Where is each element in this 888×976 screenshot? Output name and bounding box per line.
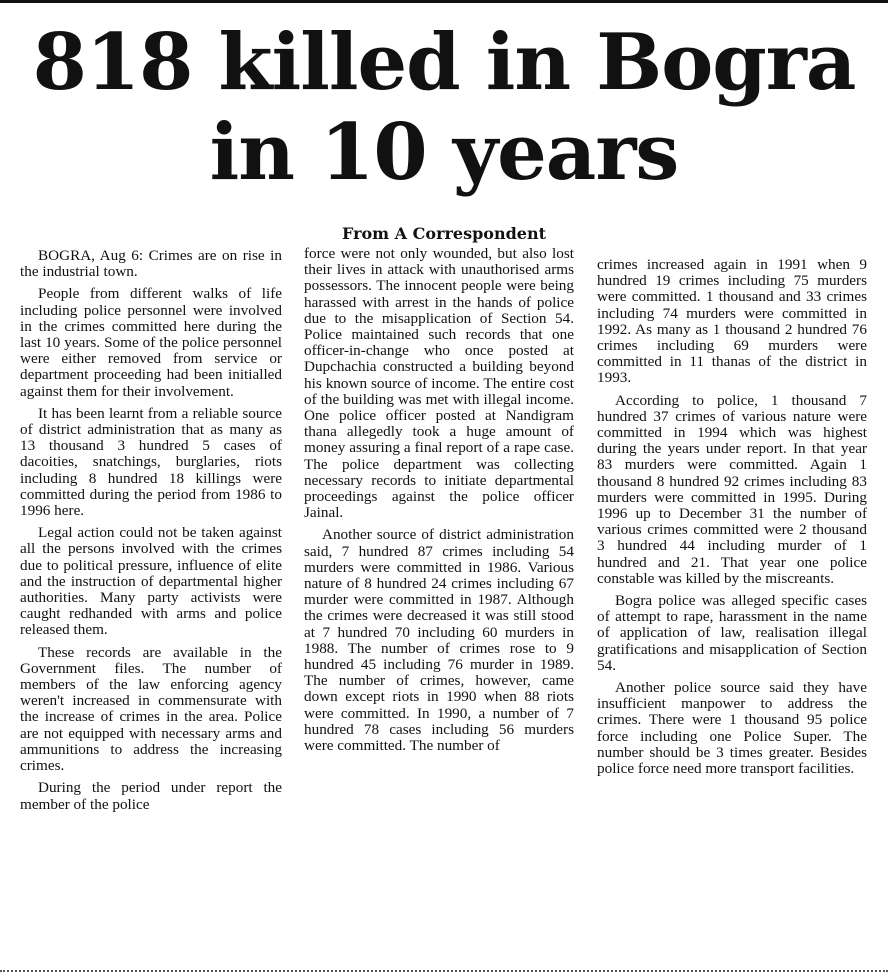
headline-line-2: in 10 years xyxy=(209,107,679,198)
paragraph: According to police, 1 thousand 7 hundred 37 crimes of various nature were committed in 1994 which was highest during the years under report. In that year 83 murders were committed. Again 1 thousand 8 hundred 92 crimes including 83 murders were committed in 1995. During 1996 up to December 31 the number of various crimes committed were 2 thousand 3 hundred 44 including murder of 1 hundred and 21. That year one police constable was killed by the miscreants. xyxy=(597,391,867,587)
paragraph: These records are available in the Government files. The number of members of the law enforcing agency weren't increased in commensurate with the increase of crimes in the area. Police are not equipped with necessary arms and ammunitions to address the increasing crimes. xyxy=(20,643,282,775)
paragraph: BOGRA, Aug 6: Crimes are on rise in the industrial town. xyxy=(20,247,282,281)
paragraph: During the period under report the member of the police xyxy=(20,779,282,813)
column-3 xyxy=(597,257,867,783)
paragraph: Another police source said they have insufficient manpower to address the crimes. There were 1 thousand 95 police force including one Police Super. The number should be 3 times greater. Besides police force need more transport facilities. xyxy=(597,679,867,778)
column-2 xyxy=(304,246,574,760)
paragraph: It has been learnt from a reliable source of district administration that as many as 13 thousand 3 hundred 5 cases of dacoities, snatchings, burglaries, riots including 8 hundred 18 killings were committed during the period from 1986 to 1996 here. xyxy=(20,404,282,520)
paragraph: crimes increased again in 1991 when 9 hundred 19 crimes including 75 murders were committed. 1 thousand and 33 crimes including 74 murders were committed in 1992. As many as 1 thousand 2 hundred 76 crimes including 69 murders were committed in 11 thanas of the district in 1993. xyxy=(597,256,867,387)
paragraph: Legal action could not be taken against all the persons involved with the crimes due to political pressure, influence of elite and the instruction of departmental higher authorities. Many party activists were caught redhanded with arms and police released them. xyxy=(20,524,282,639)
headline xyxy=(0,18,888,198)
paragraph: Another source of district administration said, 7 hundred 87 crimes including 54 murders were committed in 1986. Various nature of 8 hundred 24 crimes including 67 murder were committed in 1987. Although the crimes were decreased it was still stood at 7 hundred 70 including 60 murders in 1988. The number of crimes rose to 9 hundred 45 including 76 murder in 1989. The number of crimes, however, came down except riots in 1990 when 88 riots were committed. In 1990, a number of 7 hundred 78 cases including 56 murders were committed. The number of xyxy=(304,526,574,755)
bottom-rule xyxy=(0,970,888,972)
headline-line-1: 818 killed in Bogra xyxy=(32,17,856,108)
paragraph: Bogra police was alleged specific cases of attempt to rape, harassment in the name of application of law, realisation illegal gratifications and misapplication of Section 54. xyxy=(597,592,867,674)
column-1 xyxy=(20,248,282,819)
top-rule xyxy=(0,0,888,7)
byline: From A Correspondent xyxy=(342,224,546,243)
paragraph: force were not only wounded, but also lost their lives in attack with unauthorised arms possessors. The innocent people were being harassed with arrest in the hands of police due to the misapplication of Section 54. Police maintained such records that one officer-in-change who once posted at Dupchachia constructed a building beyond his known source of income. The entire cost of the building was met with illegal income. One police officer posted at Nandigram thana allegedly took a huge amount of money assuring a final report of a rape case. The police department was collecting necessary records to initiate departmental proceedings against the police officer Jainal. xyxy=(304,245,574,522)
paragraph: People from different walks of life including police personnel were involved in the crimes committed here during the last 10 years. Some of the police personnel were either removed from service or department proceeding had been initialled against them for their involvement. xyxy=(20,285,282,400)
